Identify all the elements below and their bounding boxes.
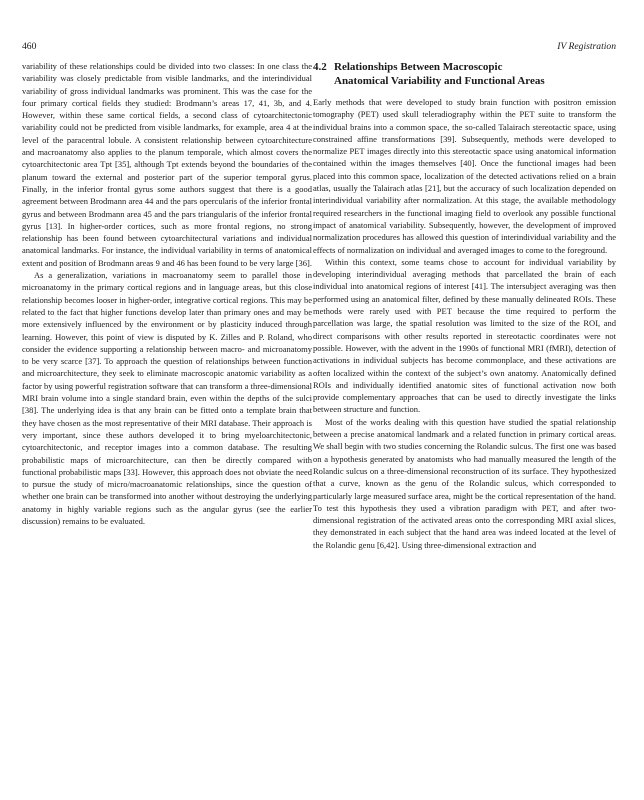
- paragraph: Most of the works dealing with this question have studied the spatial relationship between a precise anatomical landmark and a related function in primary cortical areas. We shall begin with two studies concerning the Rolandic sulcus. The first one was based on a hypothesis generated by anatomists who had manually measured the length of the Rolandic sulcus on a three-dimensional reconstruction of its surface. They hypothesized that a curve, known as the genu of the Rolandic sulcus, which corresponded to particularly large measured surface area, might be the cortical representation of the hand. To test this hypothesis they used a vibration paradigm with PET, and after two-dimensional registration of the activated areas onto the corresponding MRI axial slices, they demonstrated in each subject that the hand area was indeed located at the level of the Rolandic genu [6,42]. Using three-dimensional extraction and: [313, 416, 616, 550]
- paragraph: As a generalization, variations in macroanatomy seem to parallel those in microanatomy in the primary cortical regions and in language areas, but this close relationship becomes looser in higher-order, integrative cortical regions. This may be related to the fact that higher functions develop later than primary ones and may be more extensively influenced by the environment or by plasticity induced through learning. However, this point of view is disputed by K. Zilles and P. Roland, who consider the evidence supporting a relationship between macro- and microanatomy to be very scarce [37]. To approach the question of relationships between function and microarchitecture, they seek to eliminate macroscopic anatomic variability as a factor by using powerful registration software that can transform a three-dimensional MRI brain volume into a single standard brain, even within the depths of the sulci [38]. The underlying idea is that any brain can be fitted onto a template brain that they have chosen as the most representative of their MRI database. Their approach is very important, since these authors developed it to bring myeloarchitectonic, cytoarchitectonic, and receptor images into a common database. The resulting probabilistic maps of microarchitecture, can then be directly compared with functional probabilistic maps [33]. However, this approach does not obviate the need to pursue the study of micro/macroanatomic relationships, since the question of whether one brain can be transformed into another without destroying the underlying anatomy in highly variable regions such as the angular gyrus (see the earlier discussion) remains to be evaluated.: [22, 270, 312, 526]
- left-column: [22, 60, 312, 527]
- right-column: [313, 60, 616, 551]
- section-heading-line2: Anatomical Variability and Functional Areas: [334, 75, 545, 87]
- running-head: [22, 40, 616, 54]
- page-number: 460: [22, 41, 37, 52]
- running-section-title: IV Registration: [557, 41, 616, 52]
- paragraph: Within this context, some teams chose to account for individual variability by developing interindividual averaging methods that parcellated the brain of each individual into anatomical regions of interest [41]. The intersubject averaging was then performed using an anatomical filter, defined by these manually delineated ROIs. These methods were rarely used with PET because the time required to perform the parcellation was large, the spatial resolution was limited to the size of the ROI, and direct comparisons with other results reported in stereotactic coordinates were not possible. However, with the advent in the 1990s of functional MRI (fMRI), detection of activations in individual subjects has become commonplace, and these activations are often localized within the context of the subject’s own anatomy. Anatomically defined ROIs and individually identified anatomic sites of functional activation now both provide complementary approaches that can be used to directly investigate the links between structure and function.: [313, 256, 616, 415]
- section-number: 4.2: [313, 61, 327, 73]
- paragraph: Early methods that were developed to study brain function with positron emission tomography (PET) used skull teleradiography within the PET suite to transform the individual brains into a common space, the so-called Talairach stereotactic space, using constrained affine transformations [39]. Subsequently, methods were developed to normalize PET images directly into this stereotactic space using anatomical information contained within the images themselves [40]. Once the functional images had been placed into this common space, localization of the detected activations relied on a brain atlas, usually the Talairach atlas [21], but the accuracy of such localization depended on interindividual variability after normalization. At this stage, the available methodology required researchers in the functional imaging field to overlook any possible functional impact of anatomical variability. Subsequently, however, the development of improved normalization procedures has allowed this question of interindividual variability and the effects of normalization on individual and averaged images to come to the foreground.: [313, 97, 616, 255]
- paragraph: variability of these relationships could be divided into two classes: In one class the variability was closely predictable from visible landmarks, and the interindividual variability of gross individual landmarks was prominent. This was the case for the four primary cortical fields they studied: Brodmann’s areas 17, 41, 3b, and 4. However, within these same cortical fields, a second class of cytoarchitectonic variability could not be predicted from visible landmarks, for example, area 4 at the level of the paracentral lobule. A consistent relationship between cytoarchitecture and macroanatomy also applies to the planum temporale, which almost covers the cytoarchitectonic area Tpt [35], although Tpt extends beyond the boundaries of the planum toward the external and posterior part of the superior temporal gyrus. Finally, in the inferior frontal gyrus some authors suggest that there is a good agreement between Brodmann area 44 and the pars opercularis of the inferior frontal gyrus and between Brodmann area 45 and the pars triangularis of the inferior frontal gyrus [13]. In higher-order cortices, such as more frontal regions, no strong relationship has been found between cytoarchitectural variations and individual anatomical landmarks. For instance, the individual variability in terms of anatomical extent and position of Brodmann areas 9 and 46 has been found to be very large [36].: [22, 61, 312, 268]
- section-heading: [313, 60, 616, 88]
- section-heading-line1: Relationships Between Macroscopic: [334, 61, 503, 73]
